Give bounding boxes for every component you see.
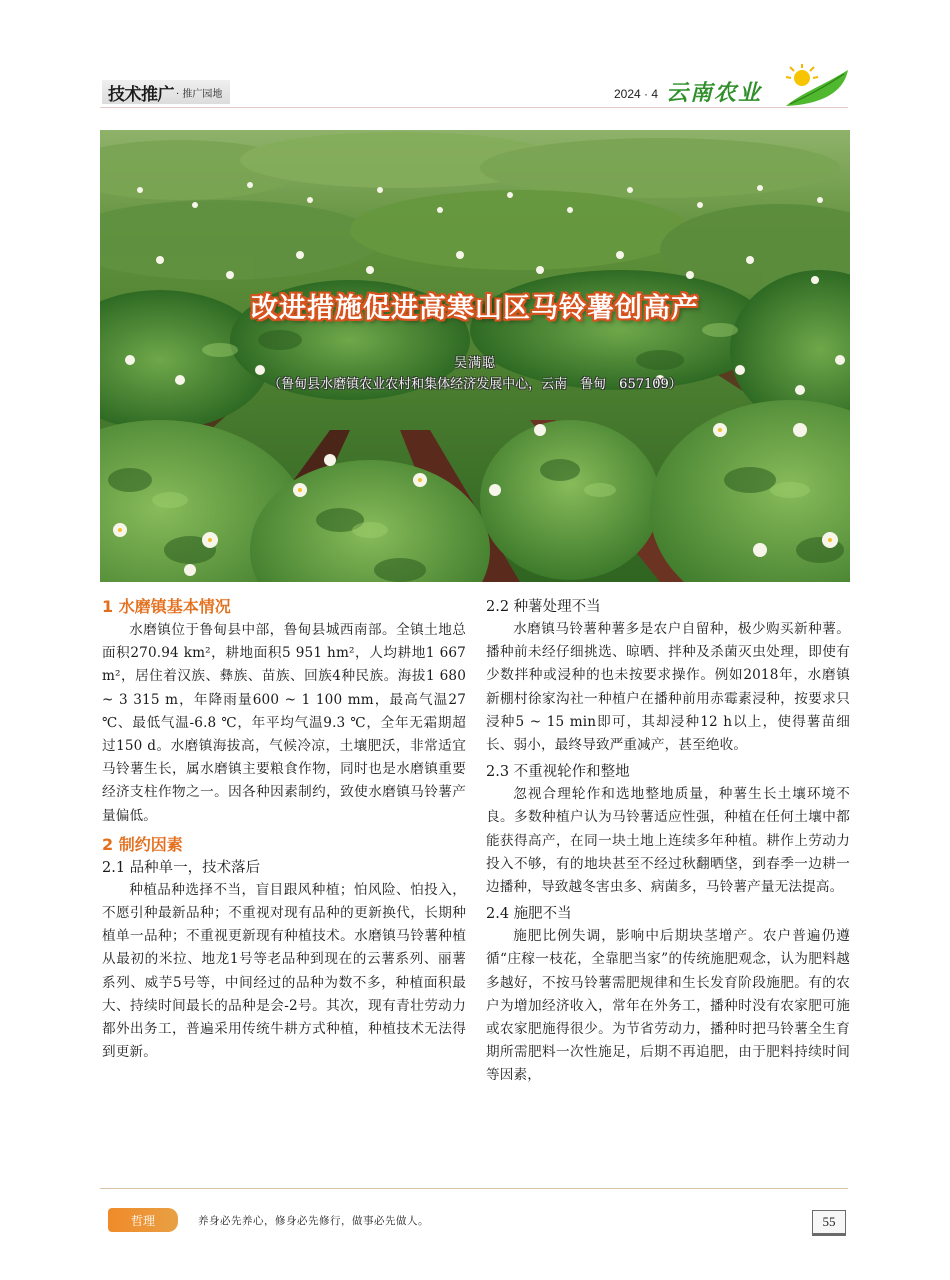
subsection-heading-2-4: 2.4 施肥不当: [486, 906, 572, 923]
section-heading-2: 2 制约因素: [102, 834, 183, 854]
subsection-2-2-paragraph: 水磨镇马铃薯种薯多是农户自留种，极少购买新种薯。播种前未经仔细挑选、晾晒、拌种及杀菌灭虫处理，即使有少数拌种或浸种的也未按要求操作。例如2018年，水磨镇新棚村徐家沟社一种植户在播种前用赤霉素浸种，按要求只浸种5 ~ 15 min即可，其却浸种12 h以上，使得薯苗细长、弱小，最终导致严重减产，甚至绝收。: [486, 621, 850, 754]
subsection-2-3-paragraph: 忽视合理轮作和选地整地质量，种薯生长土壤环境不良。多数种植户认为马铃薯适应性强，种植在任何土壤中都能获得高产，在同一块土地上连续多年种植。耕作上劳动力投入不够，有的地块甚至不经过秋翻晒垡，到春季一边耕一边播种，导致越冬害虫多、病菌多，马铃薯产量无法提高。: [486, 786, 850, 896]
right-column: [486, 596, 850, 1088]
magazine-name: 云南农业: [666, 80, 763, 106]
footer-motto: 养身必先养心，修身必先修行，做事必先做人。: [198, 1215, 429, 1227]
article-affiliation: （鲁甸县水磨镇农业农村和集体经济发展中心，云南 鲁甸 657109）: [268, 377, 682, 392]
left-column: [102, 596, 466, 1064]
header-rule: [100, 107, 848, 108]
column-label: [102, 80, 230, 104]
sun-leaf-icon: [780, 64, 850, 108]
section-heading-1: 1 水磨镇基本情况: [102, 597, 231, 616]
footer-badge: 哲理: [108, 1208, 178, 1232]
column-label-main: 技术推广: [108, 84, 174, 105]
issue-number: 2024 · 4: [614, 87, 659, 101]
footer-rule: [100, 1188, 848, 1189]
section-1-paragraph: 水磨镇位于鲁甸县中部，鲁甸县城西南部。全镇土地总面积270.94 km²，耕地面积5 951 hm²，人均耕地1 667 m²，居住着汉族、彝族、苗族、回族4种民族。海拔1 680 ~ 3 315 m，年降雨量600 ~ 1 100 mm，最高气温27 ℃、最低气温-6.8 ℃，年平均气温9.3 ℃，全年无霜期超过150 d。水磨镇海拔高，气候冷凉，土壤肥沃，非常适宜马铃薯生长，属水磨镇主要粮食作物，同时也是水磨镇重要经济支柱作物之一。因各种因素制约，致使水磨镇马铃薯产量偏低。: [102, 622, 466, 824]
page-number: 55: [812, 1210, 846, 1236]
subsection-heading-2-3: 2.3 不重视轮作和整地: [486, 764, 630, 781]
article-title: 改进措施促进高寒山区马铃薯创高产: [251, 293, 699, 324]
page-header: [100, 70, 850, 110]
subsection-2-1-paragraph: 种植品种选择不当，盲目跟风种植；怕风险、怕投入，不愿引种最新品种；不重视对现有品种的更新换代，长期种植单一品种；不重视更新现有种植技术。水磨镇马铃薯种植从最初的米拉、地龙1号等老品种到现在的云薯系列、丽薯系列、威芋5号等，中间经过的品种为数不多，种植面积最大、持续时间最长的品种是会-2号。其次，现有青壮劳动力都外出务工，普遍采用传统牛耕方式种植，种植技术无法得到更新。: [102, 881, 466, 1061]
subsection-heading-2-1: 2.1 品种单一，技术落后: [102, 859, 261, 876]
column-label-sub: · 推广园地: [176, 88, 223, 100]
hero-image: [100, 130, 850, 582]
subsection-2-4-paragraph: 施肥比例失调，影响中后期块茎增产。农户普遍仍遵循“庄稼一枝花，全靠肥当家”的传统施肥观念，认为肥料越多越好，不按马铃薯需肥规律和生长发育阶段施肥。有的农户为增加经济收入，常年在外务工，播种时没有农家肥可施或农家肥施得很少。为节省劳动力，播种时把马铃薯全生育期所需肥料一次性施足，后期不再追肥，由于肥料持续时间等因素，: [486, 928, 850, 1084]
article-author: 吴满聪: [453, 356, 496, 371]
subsection-heading-2-2: 2.2 种薯处理不当: [486, 599, 601, 615]
